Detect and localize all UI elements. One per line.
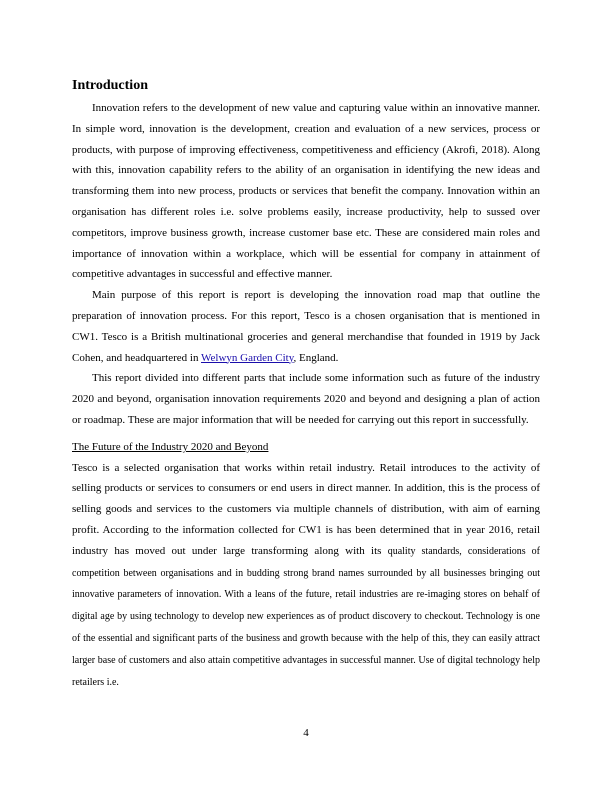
future-industry-heading: The Future of the Industry 2020 and Beyond [72, 440, 269, 453]
future-paragraph-text: Tesco is a selected organisation that works within retail industry. Retail introduces to the activity of selling products or services to consumers or end users in direct manner. In addition, this is the process of selling goods and services to the customers via multiple channels of distribution, with aim of earning profit. According to the information collected for CW1 is has been determined that in year 2016, retail industry has moved out under large transforming along with its [72, 461, 540, 557]
intro-paragraph-2-text: Main purpose of this report is report is developing the innovation road map that outline the preparation of innovation process. For this report, Tesco is a chosen organisation that is mentioned in CW1. Tesco is a British multinational groceries and general merchandise that founded in 1919 by Jack Cohen, and headquartered in [72, 289, 540, 364]
future-paragraph-small-text: quality standards, considerations of competition between organisations and in budding strong brand names surrounded by all businesses bringing out innovative parameters of innovation. With a leans of the future, retail industries are re-imaging stores on behalf of digital age by using technology to develop new experiences as of product discovery to checkout. Technology is one of the essential and significant parts of the business and growth because with the help of this, they can easily attract larger base of customers and also attain competitive advantages in successful manner. Use of digital technology help retailers i.e. [72, 545, 540, 688]
future-industry-paragraph [72, 458, 540, 694]
welwyn-garden-city-link[interactable]: Welwyn Garden City [201, 351, 294, 364]
intro-paragraph-2-end: , England. [293, 351, 339, 364]
intro-paragraph-3: This report divided into different parts that include some information such as future of the industry 2020 and beyond, organisation innovation requirements 2020 and beyond and designing a plan of action or roadmap. These are major information that will be needed for carrying out this report in successfully. [72, 372, 540, 426]
intro-paragraph-1: Innovation refers to the development of new value and capturing value within an innovative manner. In simple word, innovation is the development, creation and evaluation of a new services, process or products, with purpose of improving effectiveness, competitiveness and efficiency (Akrofi, 2018). Along with this, innovation capability refers to the ability of an organisation in identifying the new ideas and transforming them into new process, products or services that benefit the company. Innovation within an organisation has different roles i.e. solve problems easily, increase productivity, help to sussed over competitors, improve business growth, increase customer base etc. These are considered main roles and importance of innovation within a workplace, which will be essential for company in attainment of competitive advantages in successful and effective manner. [72, 102, 540, 281]
intro-paragraph-2 [72, 285, 540, 368]
introduction-heading: Introduction [72, 78, 148, 93]
document-page [72, 76, 540, 693]
page-number: 4 [303, 727, 309, 739]
